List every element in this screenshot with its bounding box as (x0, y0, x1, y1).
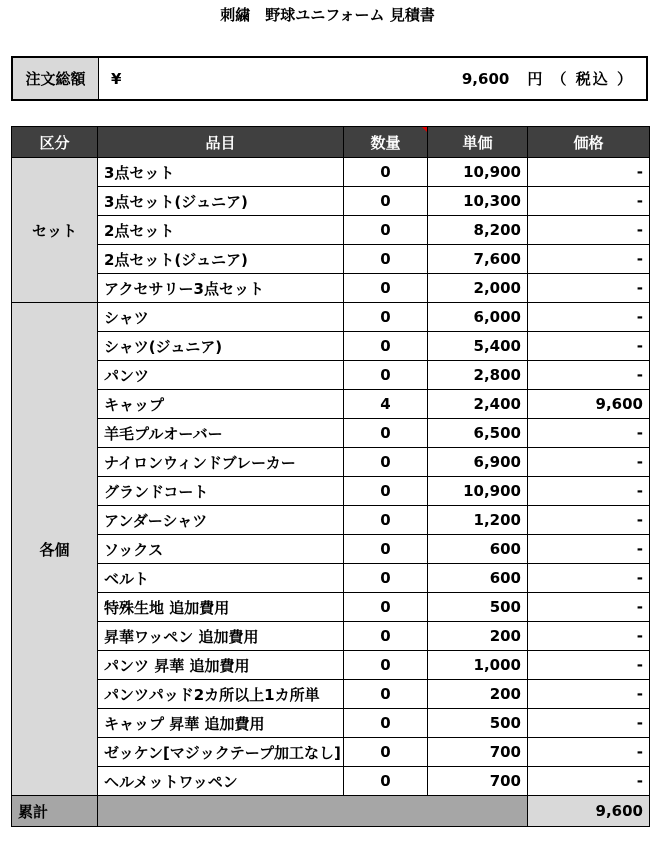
table-row (12, 593, 650, 622)
table-row (12, 767, 650, 796)
price-cell: - (528, 187, 650, 216)
item-name-cell: 2点セット(ジュニア) (98, 245, 344, 274)
subtotal-amount: 9,600 (528, 796, 650, 827)
price-cell: - (528, 535, 650, 564)
unit-price-cell: 200 (428, 680, 528, 709)
currency-symbol: ¥ (111, 69, 122, 88)
table-row (12, 506, 650, 535)
item-name-cell: ゼッケン[マジックテープ加工なし] (98, 738, 344, 767)
quantity-cell[interactable]: 0 (344, 680, 428, 709)
subtotal-row (12, 796, 650, 827)
unit-price-cell: 600 (428, 564, 528, 593)
comment-marker-icon (422, 127, 427, 132)
price-cell: - (528, 448, 650, 477)
quantity-cell[interactable]: 0 (344, 738, 428, 767)
item-name-cell: ナイロンウィンドブレーカー (98, 448, 344, 477)
item-name-cell: パンツ 昇華 追加費用 (98, 651, 344, 680)
price-cell: - (528, 419, 650, 448)
header-price: 価格 (528, 127, 650, 158)
item-name-cell: シャツ (98, 303, 344, 332)
quantity-cell[interactable]: 0 (344, 477, 428, 506)
order-total-amount: 9,600 (461, 69, 510, 88)
price-cell: - (528, 767, 650, 796)
unit-price-cell: 6,900 (428, 448, 528, 477)
table-row (12, 680, 650, 709)
unit-price-cell: 500 (428, 593, 528, 622)
price-cell: - (528, 477, 650, 506)
price-cell: - (528, 332, 650, 361)
item-name-cell: シャツ(ジュニア) (98, 332, 344, 361)
table-row (12, 332, 650, 361)
subtotal-spacer (98, 796, 528, 827)
item-name-cell: キャップ (98, 390, 344, 419)
order-total-unit: 円 （ 税込 ） (527, 70, 634, 88)
quantity-cell[interactable]: 0 (344, 419, 428, 448)
unit-price-cell: 6,000 (428, 303, 528, 332)
price-cell: - (528, 303, 650, 332)
price-cell: - (528, 158, 650, 187)
item-name-cell: キャップ 昇華 追加費用 (98, 709, 344, 738)
table-row (12, 564, 650, 593)
table-row (12, 187, 650, 216)
unit-price-cell: 5,400 (428, 332, 528, 361)
category-cell: 各個 (12, 303, 98, 796)
price-cell: - (528, 622, 650, 651)
item-name-cell: 2点セット (98, 216, 344, 245)
unit-price-cell: 10,900 (428, 158, 528, 187)
subtotal-label: 累計 (12, 796, 98, 827)
price-cell: - (528, 709, 650, 738)
table-row (12, 709, 650, 738)
price-cell: 9,600 (528, 390, 650, 419)
quantity-cell[interactable]: 4 (344, 390, 428, 419)
estimate-table (11, 126, 650, 827)
price-cell: - (528, 564, 650, 593)
price-cell: - (528, 680, 650, 709)
item-name-cell: 3点セット (98, 158, 344, 187)
item-name-cell: 羊毛プルオーバー (98, 419, 344, 448)
header-category: 区分 (12, 127, 98, 158)
quantity-cell[interactable]: 0 (344, 187, 428, 216)
order-total-value (171, 58, 646, 99)
table-row (12, 738, 650, 767)
price-cell: - (528, 738, 650, 767)
quantity-cell[interactable]: 0 (344, 245, 428, 274)
unit-price-cell: 2,000 (428, 274, 528, 303)
item-name-cell: パンツ (98, 361, 344, 390)
table-row (12, 216, 650, 245)
unit-price-cell: 10,900 (428, 477, 528, 506)
header-unit-price: 単価 (428, 127, 528, 158)
quantity-cell[interactable]: 0 (344, 216, 428, 245)
price-cell: - (528, 216, 650, 245)
header-quantity: 数量 (344, 127, 428, 158)
quantity-cell[interactable]: 0 (344, 709, 428, 738)
price-cell: - (528, 274, 650, 303)
table-row (12, 390, 650, 419)
unit-price-cell: 700 (428, 767, 528, 796)
unit-price-cell: 200 (428, 622, 528, 651)
price-cell: - (528, 245, 650, 274)
quantity-cell[interactable]: 0 (344, 622, 428, 651)
item-name-cell: 3点セット(ジュニア) (98, 187, 344, 216)
item-name-cell: アクセサリー3点セット (98, 274, 344, 303)
unit-price-cell: 6,500 (428, 419, 528, 448)
price-cell: - (528, 593, 650, 622)
item-name-cell: パンツパッド2カ所以上1カ所単 (98, 680, 344, 709)
quantity-cell[interactable]: 0 (344, 448, 428, 477)
quantity-cell[interactable]: 0 (344, 651, 428, 680)
price-cell: - (528, 361, 650, 390)
item-name-cell: グランドコート (98, 477, 344, 506)
quantity-cell[interactable]: 0 (344, 332, 428, 361)
unit-price-cell: 500 (428, 709, 528, 738)
quantity-cell[interactable]: 0 (344, 158, 428, 187)
unit-price-cell: 10,300 (428, 187, 528, 216)
item-name-cell: ヘルメットワッペン (98, 767, 344, 796)
quantity-cell[interactable]: 0 (344, 361, 428, 390)
quantity-cell[interactable]: 0 (344, 535, 428, 564)
quantity-cell[interactable]: 0 (344, 767, 428, 796)
header-item: 品目 (98, 127, 344, 158)
unit-price-cell: 1,200 (428, 506, 528, 535)
table-row (12, 245, 650, 274)
unit-price-cell: 2,400 (428, 390, 528, 419)
item-name-cell: ベルト (98, 564, 344, 593)
order-total-box (11, 56, 648, 101)
unit-price-cell: 600 (428, 535, 528, 564)
price-cell: - (528, 506, 650, 535)
quantity-cell[interactable]: 0 (344, 593, 428, 622)
table-row (12, 158, 650, 187)
table-header-row (12, 127, 650, 158)
quantity-cell[interactable]: 0 (344, 274, 428, 303)
item-name-cell: アンダーシャツ (98, 506, 344, 535)
order-total-label: 注文総額 (13, 58, 99, 99)
table-row (12, 622, 650, 651)
page-title: 刺繍 野球ユニフォーム 見積書 (220, 6, 435, 24)
item-name-cell: 昇華ワッペン 追加費用 (98, 622, 344, 651)
unit-price-cell: 7,600 (428, 245, 528, 274)
quantity-cell[interactable]: 0 (344, 303, 428, 332)
table-row (12, 651, 650, 680)
price-cell: - (528, 651, 650, 680)
table-row (12, 477, 650, 506)
table-row (12, 361, 650, 390)
unit-price-cell: 700 (428, 738, 528, 767)
table-row (12, 419, 650, 448)
unit-price-cell: 2,800 (428, 361, 528, 390)
table-row (12, 448, 650, 477)
quantity-cell[interactable]: 0 (344, 506, 428, 535)
unit-price-cell: 8,200 (428, 216, 528, 245)
table-body (12, 158, 650, 796)
item-name-cell: 特殊生地 追加費用 (98, 593, 344, 622)
item-name-cell: ソックス (98, 535, 344, 564)
table-row (12, 535, 650, 564)
table-row (12, 274, 650, 303)
unit-price-cell: 1,000 (428, 651, 528, 680)
quantity-cell[interactable]: 0 (344, 564, 428, 593)
table-row (12, 303, 650, 332)
category-cell: セット (12, 158, 98, 303)
